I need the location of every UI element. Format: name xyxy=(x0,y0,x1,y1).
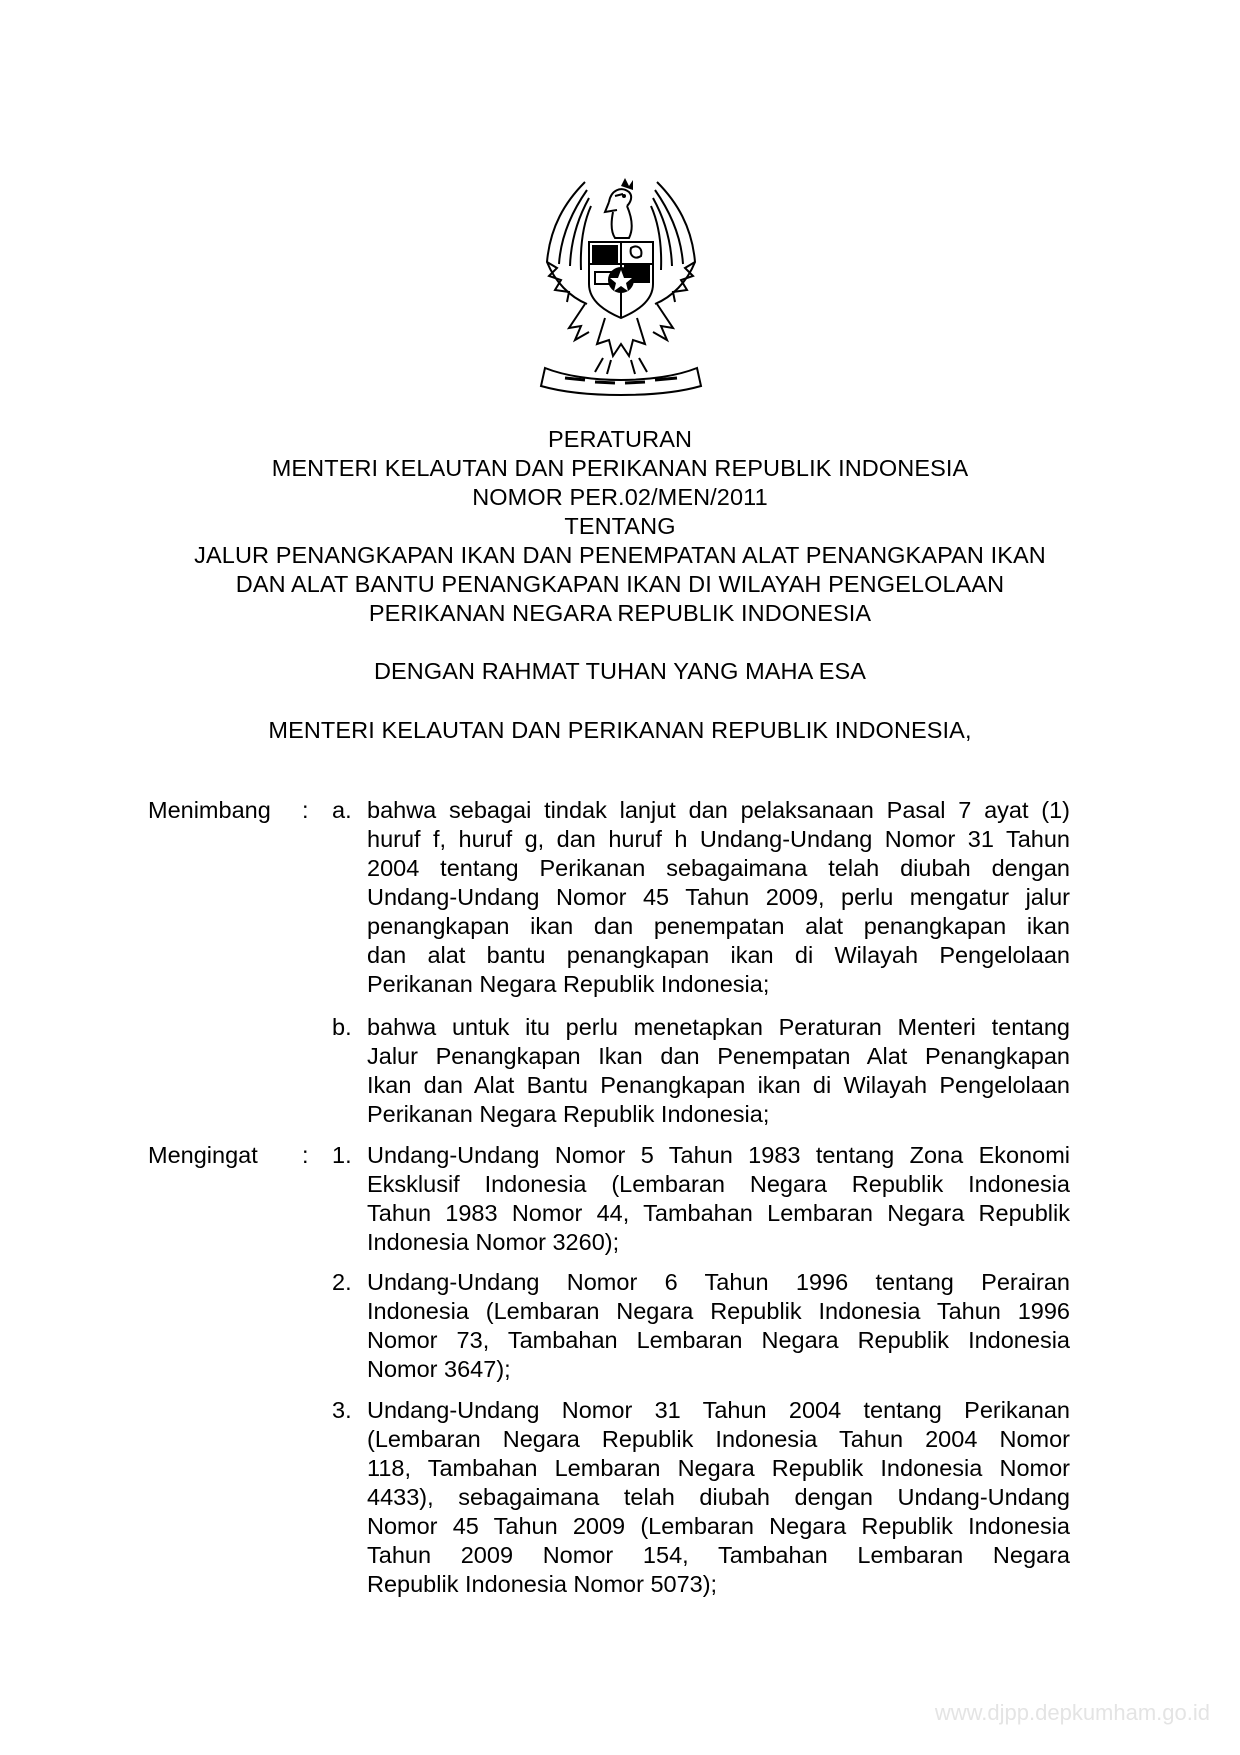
item-line: Perikanan Negara Republik Indonesia; xyxy=(367,971,770,997)
item-line: bahwa untuk itu perlu menetapkan Peraturan Menteri tentang xyxy=(367,1014,1070,1040)
list-item xyxy=(367,1268,1070,1384)
section-colon: : xyxy=(302,1142,309,1168)
section-colon: : xyxy=(302,797,309,823)
item-line: dan alat bantu penangkapan ikan di Wilayah Pengelolaan xyxy=(367,942,1070,968)
list-item xyxy=(367,1013,1070,1129)
item-line: 4433), sebagaimana telah diubah dengan Undang-Undang xyxy=(367,1484,1070,1510)
title-line: TENTANG xyxy=(564,513,676,539)
title-line: MENTERI KELAUTAN DAN PERIKANAN REPUBLIK INDONESIA xyxy=(271,455,969,481)
item-marker: 3. xyxy=(332,1397,352,1423)
item-line: Perikanan Negara Republik Indonesia; xyxy=(367,1101,770,1127)
item-line: Undang-Undang Nomor 5 Tahun 1983 tentang Zona Ekonomi xyxy=(367,1142,1070,1168)
item-line: Nomor 45 Tahun 2009 (Lembaran Negara Republik Indonesia xyxy=(367,1513,1070,1539)
invocation-line xyxy=(0,657,1240,686)
garuda-emblem-icon xyxy=(525,172,717,400)
item-line: 118, Tambahan Lembaran Negara Republik Indonesia Nomor xyxy=(367,1455,1070,1481)
invocation-text: DENGAN RAHMAT TUHAN YANG MAHA ESA xyxy=(373,658,867,684)
item-marker: 1. xyxy=(332,1142,352,1168)
subject-line: DAN ALAT BANTU PENANGKAPAN IKAN DI WILAYAH PENGELOLAAN xyxy=(235,571,1005,597)
item-line: bahwa sebagai tindak lanjut dan pelaksanaan Pasal 7 ayat (1) xyxy=(367,797,1070,823)
subject-line: JALUR PENANGKAPAN IKAN DAN PENEMPATAN ALAT PENANGKAPAN IKAN xyxy=(194,542,1046,568)
list-item xyxy=(367,796,1070,999)
item-line: Jalur Penangkapan Ikan dan Penempatan Alat Penangkapan xyxy=(367,1043,1070,1069)
item-line: (Lembaran Negara Republik Indonesia Tahun 2004 Nomor xyxy=(367,1426,1070,1452)
item-marker: a. xyxy=(332,797,352,823)
item-line: Nomor 73, Tambahan Lembaran Negara Republik Indonesia xyxy=(367,1327,1070,1353)
item-line: Nomor 3647); xyxy=(367,1356,511,1382)
title-line: PERATURAN xyxy=(547,426,693,452)
subject-line: PERIKANAN NEGARA REPUBLIK INDONESIA xyxy=(368,600,872,626)
item-line: Tahun 2009 Nomor 154, Tambahan Lembaran Negara xyxy=(367,1542,1070,1568)
item-marker: 2. xyxy=(332,1269,352,1295)
regulation-title xyxy=(0,425,1240,628)
item-line: 2004 tentang Perikanan sebagaimana telah diubah dengan xyxy=(367,855,1070,881)
regulation-number: NOMOR PER.02/MEN/2011 xyxy=(472,484,768,510)
item-line: Undang-Undang Nomor 6 Tahun 1996 tentang Perairan xyxy=(367,1269,1070,1295)
item-line: Indonesia (Lembaran Negara Republik Indonesia Tahun 1996 xyxy=(367,1298,1070,1324)
list-item xyxy=(367,1141,1070,1257)
item-line: huruf f, huruf g, dan huruf h Undang-Undang Nomor 31 Tahun xyxy=(367,826,1070,852)
item-marker: b. xyxy=(332,1014,352,1040)
item-line: Tahun 1983 Nomor 44, Tambahan Lembaran Negara Republik xyxy=(367,1200,1070,1226)
section-label: Mengingat xyxy=(148,1142,258,1168)
item-line: penangkapan ikan dan penempatan alat penangkapan ikan xyxy=(367,913,1070,939)
issuer-text: MENTERI KELAUTAN DAN PERIKANAN REPUBLIK INDONESIA, xyxy=(268,717,972,743)
issuer-line xyxy=(0,716,1240,745)
watermark-url: www.djpp.depkumham.go.id xyxy=(934,1700,1210,1725)
section-label: Menimbang xyxy=(148,797,271,823)
list-item xyxy=(367,1396,1070,1599)
item-line: Undang-Undang Nomor 31 Tahun 2004 tentang Perikanan xyxy=(367,1397,1070,1423)
item-line: Ikan dan Alat Bantu Penangkapan ikan di Wilayah Pengelolaan xyxy=(367,1072,1070,1098)
item-line: Eksklusif Indonesia (Lembaran Negara Republik Indonesia xyxy=(367,1171,1070,1197)
item-line: Republik Indonesia Nomor 5073); xyxy=(367,1571,718,1597)
item-line: Indonesia Nomor 3260); xyxy=(367,1229,620,1255)
item-line: Undang-Undang Nomor 45 Tahun 2009, perlu mengatur jalur xyxy=(367,884,1070,910)
